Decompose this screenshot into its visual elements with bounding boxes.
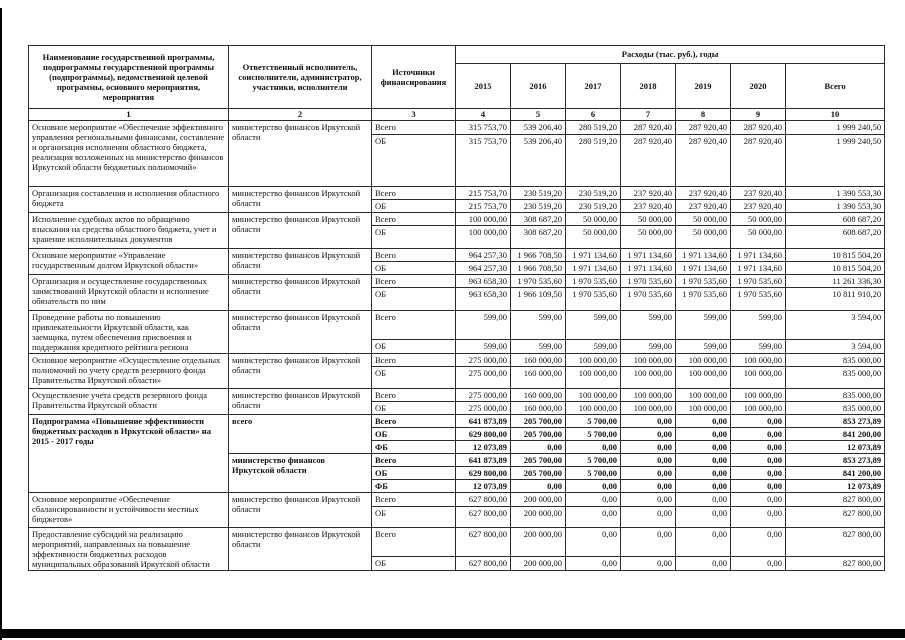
value-cell: 200 000,00 — [511, 528, 566, 557]
value-cell: 230 519,20 — [566, 187, 621, 200]
value-cell: 0,00 — [676, 428, 731, 441]
scan-edge-bottom — [0, 629, 905, 638]
value-cell: 205 700,00 — [511, 467, 566, 480]
funding-source-cell: Всего — [372, 389, 456, 402]
value-cell: 0,00 — [511, 441, 566, 454]
value-cell: 0,00 — [621, 428, 676, 441]
value-cell: 0,00 — [621, 556, 676, 570]
value-cell: 0,00 — [731, 467, 786, 480]
value-cell: 1 999 240,50 — [786, 135, 885, 187]
funding-source-cell: ОБ — [372, 428, 456, 441]
value-cell: 0,00 — [621, 454, 676, 467]
header-year-2018: 2018 — [621, 64, 676, 109]
value-cell: 100 000,00 — [621, 389, 676, 402]
value-cell: 963 658,30 — [456, 275, 511, 288]
value-cell: 100 000,00 — [456, 213, 511, 226]
value-cell: 100 000,00 — [621, 354, 676, 367]
value-cell: 237 920,40 — [621, 200, 676, 213]
value-cell: 0,00 — [731, 556, 786, 570]
executor-cell: министерство финансов Иркутской области — [229, 213, 372, 249]
executor-cell: министерство финансов Иркутской области — [229, 187, 372, 213]
value-cell: 599,00 — [566, 311, 621, 340]
value-cell: 599,00 — [676, 340, 731, 354]
table-row — [29, 389, 885, 402]
executor-cell: министерство финансов Иркутской области — [229, 121, 372, 187]
value-cell: 0,00 — [566, 507, 621, 528]
value-cell: 853 273,89 — [786, 454, 885, 467]
value-cell: 1 966 109,50 — [511, 288, 566, 311]
value-cell: 12 073,89 — [786, 480, 885, 493]
value-cell: 0,00 — [566, 493, 621, 507]
value-cell: 0,00 — [621, 480, 676, 493]
funding-source-cell: ФБ — [372, 480, 456, 493]
value-cell: 0,00 — [621, 493, 676, 507]
program-name-cell: Основное мероприятие «Обеспечение эффективного управления региональными финансами, составление и организация исполнения областного бюджета, реализация возложенных на министерство финансов Иркутской области бюджетных полномочий» — [29, 121, 229, 187]
value-cell: 0,00 — [621, 528, 676, 557]
value-cell: 835 000,00 — [786, 367, 885, 389]
funding-source-cell: Всего — [372, 311, 456, 340]
value-cell: 315 753,70 — [456, 135, 511, 187]
funding-source-cell: Всего — [372, 354, 456, 367]
value-cell: 12 073,89 — [456, 441, 511, 454]
table-row — [29, 275, 885, 288]
value-cell: 1 999 240,50 — [786, 121, 885, 135]
table-row — [29, 213, 885, 226]
value-cell: 627 800,00 — [456, 528, 511, 557]
value-cell: 230 519,20 — [511, 200, 566, 213]
value-cell: 827 800,00 — [786, 493, 885, 507]
program-name-cell: Основное мероприятие «Осуществление отдельных полномочий по учету средств резервного фонда Правительства Иркутской области» — [29, 354, 229, 389]
value-cell: 275 000,00 — [456, 389, 511, 402]
program-name-cell: Подпрограмма «Повышение эффективности бюджетных расходов в Иркутской области» на 2015 - 2017 годы — [29, 415, 229, 493]
value-cell: 100 000,00 — [566, 354, 621, 367]
executor-cell: министерство финансов Иркутской области — [229, 493, 372, 528]
column-index: 8 — [676, 109, 731, 121]
program-name-cell: Основное мероприятие «Обеспечение сбалансированности и устойчивости местных бюджетов» — [29, 493, 229, 528]
header-program-name: Наименование государственной программы, подпрограммы государственной программы (подпрограммы), ведомственной целевой программы, основного мероприятия, мероприятия — [29, 46, 229, 109]
value-cell: 0,00 — [621, 507, 676, 528]
value-cell: 100 000,00 — [676, 354, 731, 367]
value-cell: 0,00 — [731, 507, 786, 528]
value-cell: 0,00 — [676, 480, 731, 493]
value-cell: 11 261 336,30 — [786, 275, 885, 288]
value-cell: 641 873,89 — [456, 454, 511, 467]
header-executor: Ответственный исполнитель, соисполнители, администратор, участники, исполнители — [229, 46, 372, 109]
funding-source-cell: ОБ — [372, 262, 456, 275]
program-name-cell: Организация и осуществление государственных заимствований Иркутской области и исполнение обязательств по ним — [29, 275, 229, 311]
funding-source-cell: ОБ — [372, 556, 456, 570]
value-cell: 230 519,20 — [566, 200, 621, 213]
table-row — [29, 354, 885, 367]
table-row — [29, 121, 885, 135]
value-cell: 0,00 — [566, 441, 621, 454]
value-cell: 3 594,00 — [786, 311, 885, 340]
value-cell: 1 971 134,60 — [566, 262, 621, 275]
header-total: Всего — [786, 64, 885, 109]
value-cell: 215 753,70 — [456, 187, 511, 200]
value-cell: 0,00 — [676, 507, 731, 528]
value-cell: 0,00 — [731, 428, 786, 441]
column-index: 3 — [372, 109, 456, 121]
value-cell: 100 000,00 — [621, 367, 676, 389]
value-cell: 841 200,00 — [786, 467, 885, 480]
value-cell: 3 594,00 — [786, 340, 885, 354]
column-index: 7 — [621, 109, 676, 121]
value-cell: 599,00 — [621, 311, 676, 340]
column-index: 4 — [456, 109, 511, 121]
value-cell: 5 700,00 — [566, 428, 621, 441]
value-cell: 100 000,00 — [676, 402, 731, 415]
value-cell: 827 800,00 — [786, 528, 885, 557]
value-cell: 1 970 535,60 — [566, 288, 621, 311]
funding-source-cell: ФБ — [372, 441, 456, 454]
value-cell: 0,00 — [731, 454, 786, 467]
value-cell: 50 000,00 — [676, 213, 731, 226]
program-name-cell: Основное мероприятие «Управление государственным долгом Иркутской области» — [29, 249, 229, 275]
header-year-2016: 2016 — [511, 64, 566, 109]
value-cell: 629 800,00 — [456, 467, 511, 480]
value-cell: 287 920,40 — [676, 135, 731, 187]
column-index: 9 — [731, 109, 786, 121]
value-cell: 100 000,00 — [731, 367, 786, 389]
value-cell: 1 966 708,50 — [511, 262, 566, 275]
value-cell: 1 970 535,60 — [511, 275, 566, 288]
value-cell: 50 000,00 — [676, 226, 731, 249]
value-cell: 629 800,00 — [456, 428, 511, 441]
value-cell: 50 000,00 — [566, 226, 621, 249]
value-cell: 599,00 — [511, 311, 566, 340]
value-cell: 100 000,00 — [621, 402, 676, 415]
header-funding-source: Источники финансирования — [372, 46, 456, 109]
value-cell: 0,00 — [676, 415, 731, 428]
value-cell: 599,00 — [676, 311, 731, 340]
executor-cell: министерство финансов Иркутской области — [229, 454, 372, 493]
value-cell: 100 000,00 — [566, 402, 621, 415]
value-cell: 50 000,00 — [566, 213, 621, 226]
program-name-cell: Проведение работы по повышению привлекательности Иркутской области, как заемщика, путем обеспечения присвоения и поддержания кредитного рейтинга региона — [29, 311, 229, 354]
value-cell: 1 390 553,30 — [786, 200, 885, 213]
value-cell: 827 800,00 — [786, 507, 885, 528]
executor-cell: министерство финансов Иркутской области — [229, 249, 372, 275]
value-cell: 12 073,89 — [786, 441, 885, 454]
header-year-2020: 2020 — [731, 64, 786, 109]
value-cell: 539 206,40 — [511, 135, 566, 187]
value-cell: 308 687,20 — [511, 213, 566, 226]
table-row — [29, 528, 885, 557]
value-cell: 100 000,00 — [566, 389, 621, 402]
value-cell: 641 873,89 — [456, 415, 511, 428]
value-cell: 10 811 910,20 — [786, 288, 885, 311]
value-cell: 627 800,00 — [456, 493, 511, 507]
value-cell: 100 000,00 — [456, 226, 511, 249]
funding-source-cell: ОБ — [372, 367, 456, 389]
value-cell: 599,00 — [511, 340, 566, 354]
value-cell: 0,00 — [731, 441, 786, 454]
value-cell: 1 970 535,60 — [676, 275, 731, 288]
value-cell: 237 920,40 — [676, 200, 731, 213]
value-cell: 50 000,00 — [731, 226, 786, 249]
funding-source-cell: ОБ — [372, 467, 456, 480]
funding-source-cell: ОБ — [372, 288, 456, 311]
program-name-cell: Осуществление учета средств резервного фонда Правительства Иркутской области — [29, 389, 229, 415]
value-cell: 835 000,00 — [786, 402, 885, 415]
value-cell: 205 700,00 — [511, 428, 566, 441]
value-cell: 100 000,00 — [676, 367, 731, 389]
value-cell: 237 920,40 — [731, 187, 786, 200]
value-cell: 599,00 — [621, 340, 676, 354]
program-name-cell: Предоставление субсидий на реализацию мероприятий, направленных на повышение эффективности бюджетных расходов муниципальных образований Иркутской области — [29, 528, 229, 571]
funding-source-cell: Всего — [372, 528, 456, 557]
value-cell: 275 000,00 — [456, 402, 511, 415]
value-cell: 1 970 535,60 — [621, 288, 676, 311]
value-cell: 0,00 — [676, 528, 731, 557]
value-cell: 160 000,00 — [511, 367, 566, 389]
value-cell: 1 966 708,50 — [511, 249, 566, 262]
value-cell: 0,00 — [731, 415, 786, 428]
funding-source-cell: ОБ — [372, 507, 456, 528]
value-cell: 5 700,00 — [566, 467, 621, 480]
value-cell: 0,00 — [731, 493, 786, 507]
value-cell: 0,00 — [621, 415, 676, 428]
value-cell: 205 700,00 — [511, 454, 566, 467]
value-cell: 1 970 535,60 — [676, 288, 731, 311]
value-cell: 275 000,00 — [456, 367, 511, 389]
value-cell: 200 000,00 — [511, 556, 566, 570]
value-cell: 835 000,00 — [786, 354, 885, 367]
value-cell: 1 970 535,60 — [566, 275, 621, 288]
value-cell: 100 000,00 — [676, 389, 731, 402]
table-row — [29, 249, 885, 262]
value-cell: 100 000,00 — [731, 354, 786, 367]
value-cell: 599,00 — [456, 311, 511, 340]
value-cell: 280 519,20 — [566, 121, 621, 135]
value-cell: 841 200,00 — [786, 428, 885, 441]
value-cell: 1 971 134,60 — [731, 262, 786, 275]
value-cell: 0,00 — [511, 480, 566, 493]
value-cell: 0,00 — [621, 441, 676, 454]
executor-cell: министерство финансов Иркутской области — [229, 354, 372, 389]
table-row — [29, 415, 885, 428]
value-cell: 1 971 134,60 — [621, 249, 676, 262]
value-cell: 0,00 — [676, 467, 731, 480]
funding-source-cell: ОБ — [372, 226, 456, 249]
program-name-cell: Исполнение судебных актов по обращению взыскания на средства областного бюджета, учет и хранение исполнительных документов — [29, 213, 229, 249]
value-cell: 0,00 — [676, 454, 731, 467]
value-cell: 0,00 — [676, 493, 731, 507]
value-cell: 827 800,00 — [786, 556, 885, 570]
value-cell: 0,00 — [621, 467, 676, 480]
funding-source-cell: Всего — [372, 249, 456, 262]
header-year-2017: 2017 — [566, 64, 621, 109]
funding-source-cell: Всего — [372, 493, 456, 507]
value-cell: 627 800,00 — [456, 507, 511, 528]
executor-cell: министерство финансов Иркутской области — [229, 389, 372, 415]
value-cell: 287 920,40 — [676, 121, 731, 135]
table-row — [29, 493, 885, 507]
executor-cell: министерство финансов Иркутской области — [229, 275, 372, 311]
value-cell: 50 000,00 — [731, 213, 786, 226]
value-cell: 160 000,00 — [511, 389, 566, 402]
column-index: 2 — [229, 109, 372, 121]
value-cell: 308 687,20 — [511, 226, 566, 249]
program-name-cell: Организация составления и исполнения областного бюджета — [29, 187, 229, 213]
value-cell: 200 000,00 — [511, 493, 566, 507]
table-row — [29, 187, 885, 200]
value-cell: 0,00 — [676, 441, 731, 454]
value-cell: 0,00 — [566, 480, 621, 493]
value-cell: 1 971 134,60 — [566, 249, 621, 262]
value-cell: 237 920,40 — [621, 187, 676, 200]
value-cell: 853 273,89 — [786, 415, 885, 428]
funding-source-cell: Всего — [372, 415, 456, 428]
value-cell: 599,00 — [456, 340, 511, 354]
value-cell: 287 920,40 — [731, 135, 786, 187]
value-cell: 1 970 535,60 — [731, 288, 786, 311]
value-cell: 627 800,00 — [456, 556, 511, 570]
value-cell: 50 000,00 — [621, 213, 676, 226]
value-cell: 160 000,00 — [511, 354, 566, 367]
value-cell: 237 920,40 — [731, 200, 786, 213]
value-cell: 0,00 — [731, 528, 786, 557]
value-cell: 0,00 — [566, 556, 621, 570]
value-cell: 599,00 — [731, 340, 786, 354]
value-cell: 963 658,30 — [456, 288, 511, 311]
value-cell: 100 000,00 — [566, 367, 621, 389]
value-cell: 5 700,00 — [566, 454, 621, 467]
budget-table — [28, 45, 885, 571]
funding-source-cell: Всего — [372, 121, 456, 135]
value-cell: 287 920,40 — [621, 121, 676, 135]
value-cell: 12 073,89 — [456, 480, 511, 493]
value-cell: 5 700,00 — [566, 415, 621, 428]
value-cell: 1 971 134,60 — [676, 262, 731, 275]
header-expenses-group: Расходы (тыс. руб.), годы — [456, 46, 885, 64]
value-cell: 10 815 504,20 — [786, 249, 885, 262]
value-cell: 205 700,00 — [511, 415, 566, 428]
funding-source-cell: Всего — [372, 275, 456, 288]
value-cell: 0,00 — [676, 556, 731, 570]
executor-cell: всего — [229, 415, 372, 454]
funding-source-cell: ОБ — [372, 135, 456, 187]
value-cell: 315 753,70 — [456, 121, 511, 135]
value-cell: 608 687,20 — [786, 226, 885, 249]
value-cell: 1 970 535,60 — [621, 275, 676, 288]
executor-cell: министерство финансов Иркутской области — [229, 528, 372, 571]
value-cell: 100 000,00 — [731, 389, 786, 402]
funding-source-cell: Всего — [372, 213, 456, 226]
value-cell: 280 519,20 — [566, 135, 621, 187]
header-year-2019: 2019 — [676, 64, 731, 109]
value-cell: 1 971 134,60 — [621, 262, 676, 275]
value-cell: 964 257,30 — [456, 262, 511, 275]
value-cell: 1 971 134,60 — [731, 249, 786, 262]
scan-edge-left — [0, 8, 2, 640]
value-cell: 160 000,00 — [511, 402, 566, 415]
column-index: 1 — [29, 109, 229, 121]
column-index: 6 — [566, 109, 621, 121]
value-cell: 230 519,20 — [511, 187, 566, 200]
funding-source-cell: ОБ — [372, 340, 456, 354]
value-cell: 1 971 134,60 — [676, 249, 731, 262]
value-cell: 835 000,00 — [786, 389, 885, 402]
header-year-2015: 2015 — [456, 64, 511, 109]
value-cell: 599,00 — [566, 340, 621, 354]
value-cell: 287 920,40 — [621, 135, 676, 187]
value-cell: 1 390 553,30 — [786, 187, 885, 200]
value-cell: 599,00 — [731, 311, 786, 340]
value-cell: 237 920,40 — [676, 187, 731, 200]
funding-source-cell: Всего — [372, 454, 456, 467]
value-cell: 964 257,30 — [456, 249, 511, 262]
value-cell: 10 815 504,20 — [786, 262, 885, 275]
value-cell: 1 970 535,60 — [731, 275, 786, 288]
funding-source-cell: ОБ — [372, 402, 456, 415]
value-cell: 275 000,00 — [456, 354, 511, 367]
value-cell: 608 687,20 — [786, 213, 885, 226]
funding-source-cell: ОБ — [372, 200, 456, 213]
table-row — [29, 311, 885, 340]
value-cell: 50 000,00 — [621, 226, 676, 249]
executor-cell: министерство финансов Иркутской области — [229, 311, 372, 354]
value-cell: 100 000,00 — [731, 402, 786, 415]
value-cell: 215 753,70 — [456, 200, 511, 213]
value-cell: 539 206,40 — [511, 121, 566, 135]
value-cell: 200 000,00 — [511, 507, 566, 528]
value-cell: 287 920,40 — [731, 121, 786, 135]
column-index: 5 — [511, 109, 566, 121]
column-index: 10 — [786, 109, 885, 121]
value-cell: 0,00 — [566, 528, 621, 557]
value-cell: 0,00 — [731, 480, 786, 493]
funding-source-cell: Всего — [372, 187, 456, 200]
